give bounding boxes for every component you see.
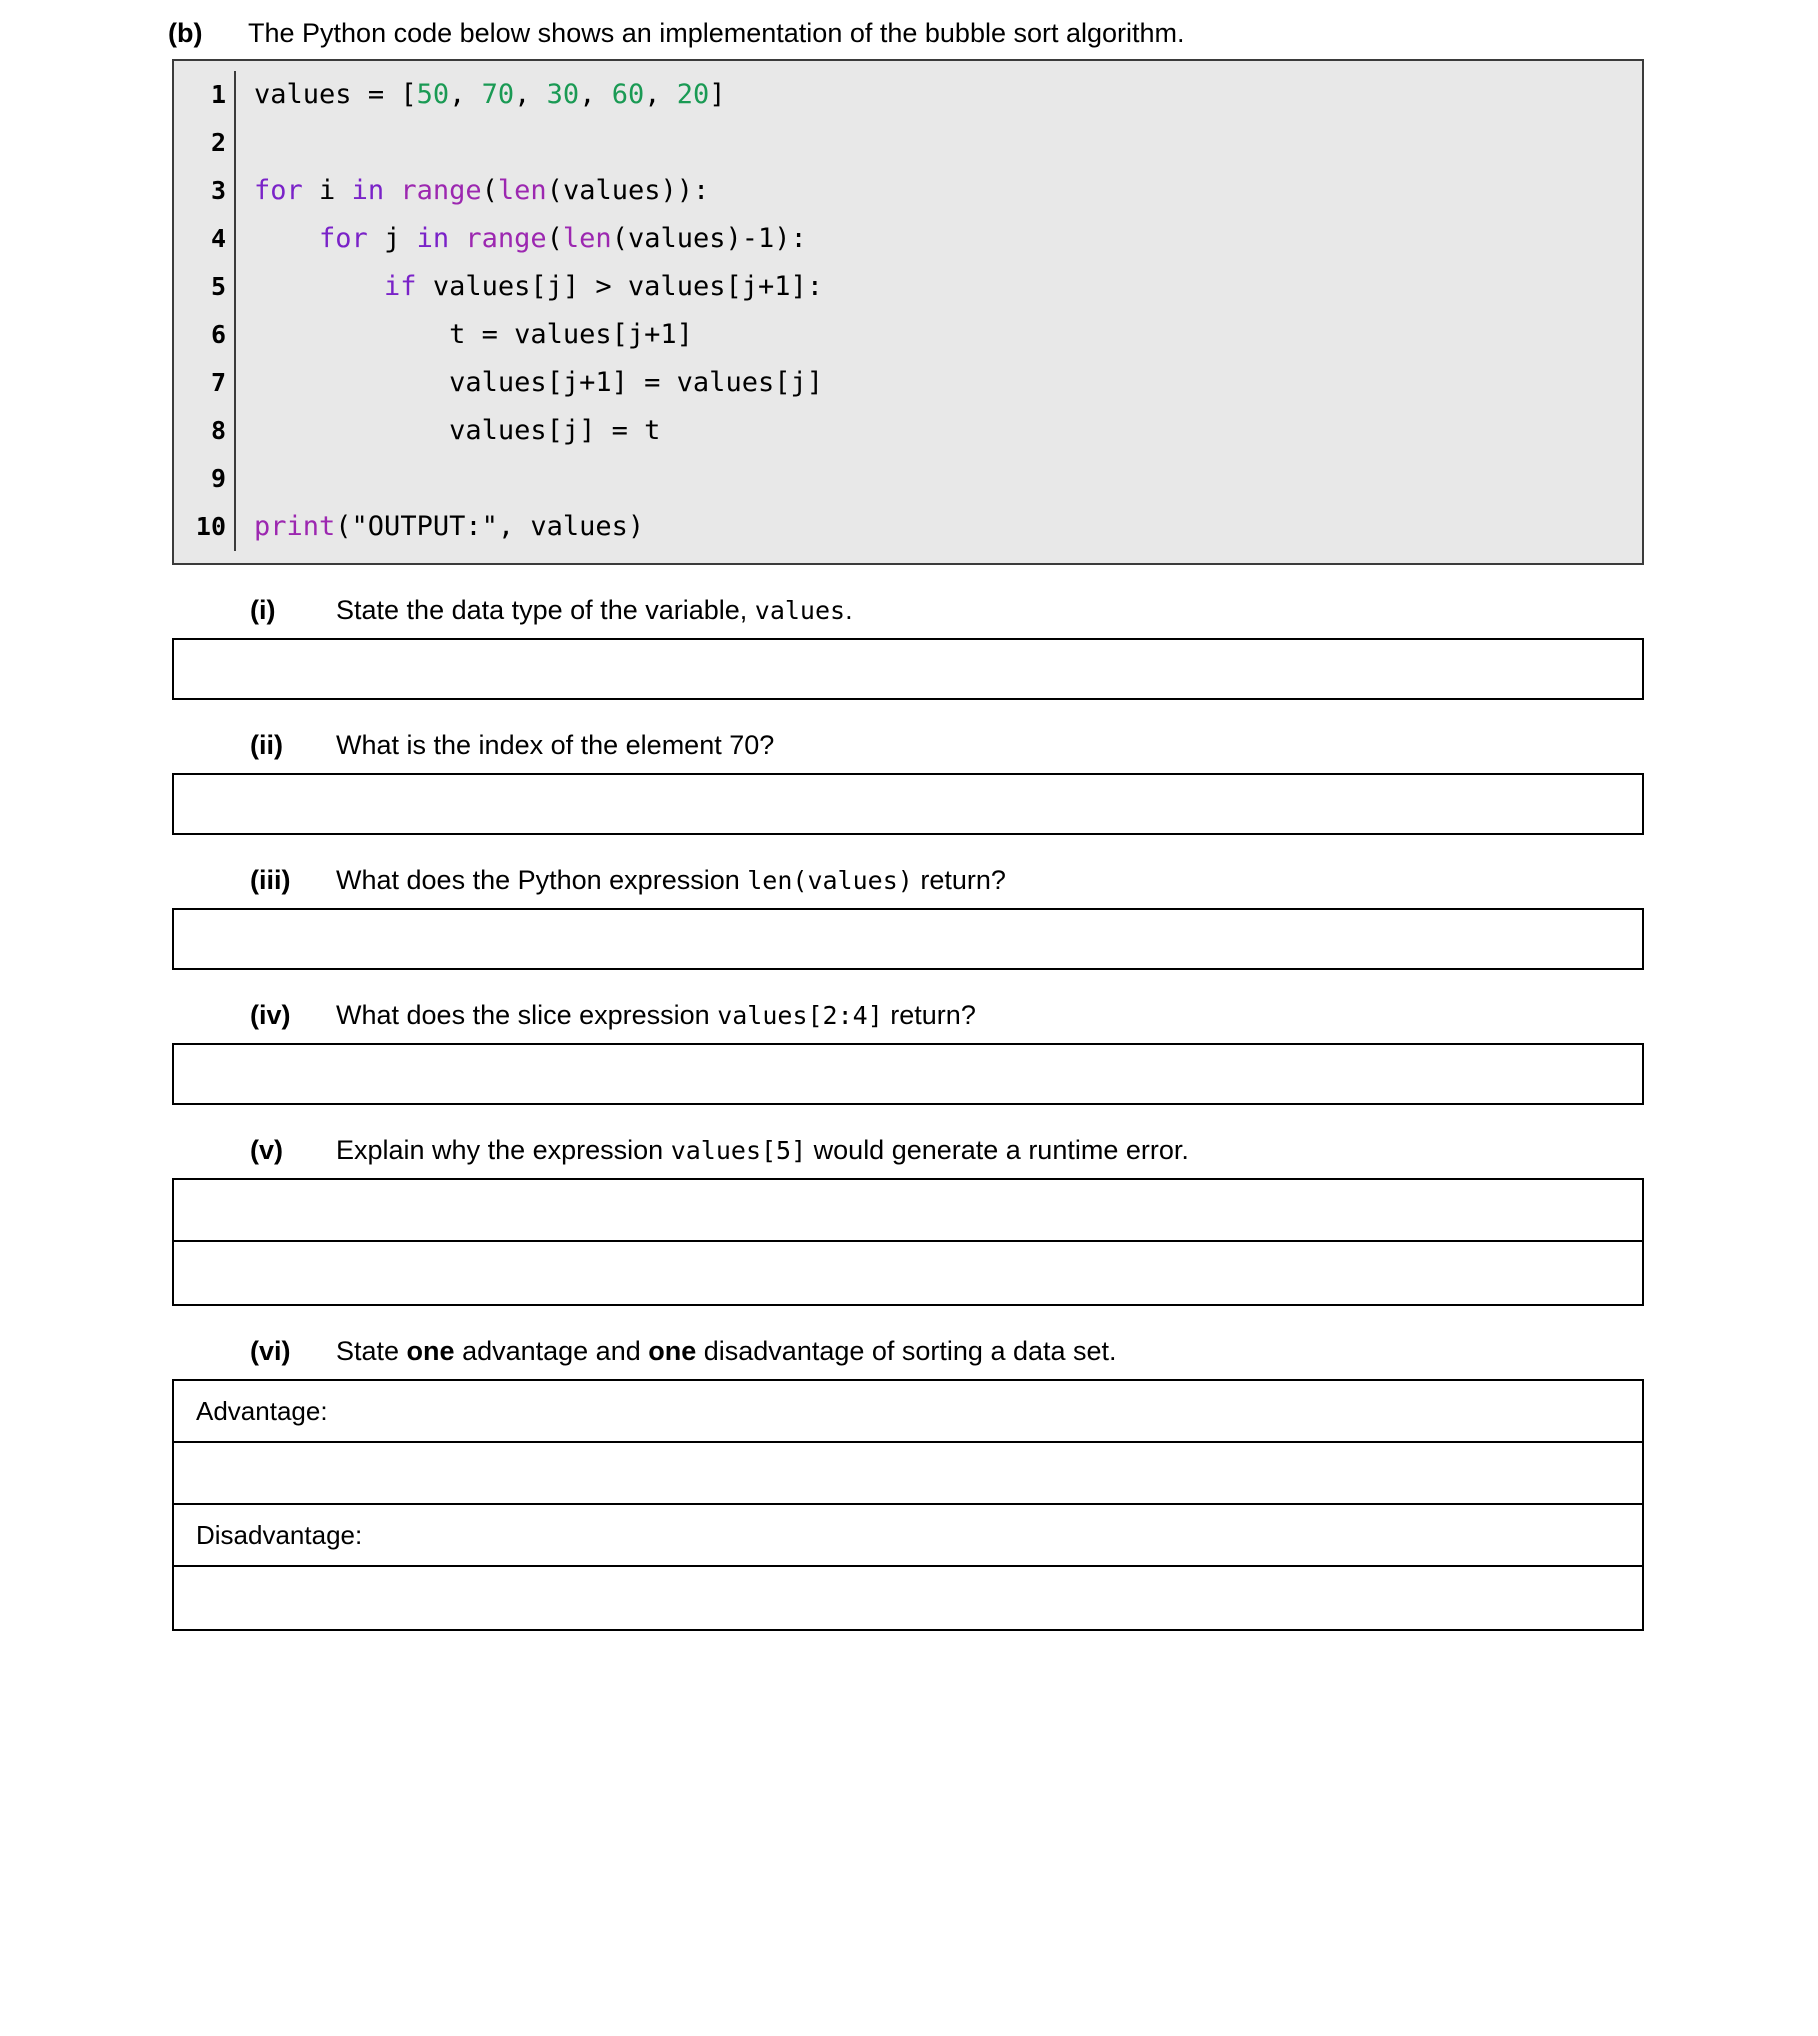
python-code-block: [172, 59, 1644, 565]
code-line-9: [254, 455, 1642, 503]
code-token-bracket-open: [: [400, 79, 417, 110]
code-line-numbers: [174, 71, 236, 551]
question-v-text: [336, 1135, 1189, 1166]
line-number: 4: [210, 224, 226, 253]
answer-box-i[interactable]: [172, 638, 1644, 700]
code-line-7: values[j+1] = values[j]: [449, 367, 823, 398]
code-token-keyword-for: for: [319, 223, 368, 254]
code-token-number: 70: [481, 79, 515, 110]
question-iv-text: [336, 1000, 976, 1031]
line-number: 7: [210, 368, 226, 397]
disadvantage-answer-line[interactable]: [174, 1567, 1642, 1629]
question-i-text: [336, 595, 853, 626]
code-token-string: "OUTPUT:": [351, 511, 498, 542]
answer-box-iii[interactable]: [172, 908, 1644, 970]
code-token-keyword-in: in: [416, 223, 450, 254]
code-token-variable: values: [530, 511, 628, 542]
line-number: 3: [210, 176, 226, 205]
question-v-label: (v): [250, 1135, 283, 1165]
question-iii: [0, 865, 1818, 896]
code-token-builtin-range: range: [465, 223, 547, 254]
code-token-variable: values: [627, 271, 726, 302]
question-v: [0, 1135, 1818, 1166]
code-line-1: values = [50, 70, 30, 60, 20]: [254, 79, 726, 110]
answer-box-ii[interactable]: [172, 773, 1644, 835]
disadvantage-label-cell[interactable]: [174, 1505, 1642, 1567]
line-number: 10: [195, 512, 226, 541]
code-token-builtin-range: range: [400, 175, 482, 206]
line-number: 8: [210, 416, 226, 445]
line-number: 2: [210, 128, 226, 157]
answer-line[interactable]: [174, 1180, 1642, 1242]
question-iv-mono: values[2:4]: [717, 1001, 883, 1030]
question-i-mono: values: [754, 596, 846, 625]
question-v-text-after: would generate a runtime error.: [806, 1135, 1189, 1165]
question-vi-text: [336, 1336, 1117, 1367]
question-vi-text-after: disadvantage of sorting a data set.: [696, 1336, 1117, 1366]
advantage-label: Advantage:: [196, 1395, 328, 1426]
code-token-variable: values: [254, 79, 352, 110]
question-i-text-before: State the data type of the variable,: [336, 595, 755, 625]
question-vi-text-before: State: [336, 1336, 407, 1366]
line-number: 1: [210, 80, 226, 109]
code-token-number: 50: [416, 79, 450, 110]
question-iii-label: (iii): [250, 865, 291, 895]
code-token-builtin-len: len: [562, 223, 612, 254]
question-ii-label: (ii): [250, 730, 283, 760]
line-number: 5: [210, 272, 226, 301]
code-line-6: t = values[j+1]: [254, 319, 693, 350]
code-token-builtin-print: print: [254, 511, 336, 542]
question-iii-text: [336, 865, 1006, 896]
question-iv-text-after: return?: [882, 1000, 976, 1030]
question-vi: [0, 1336, 1818, 1367]
question-i-text-after: .: [845, 595, 853, 625]
code-line-3: for i in range(len(values)):: [254, 175, 710, 206]
answer-box-iv[interactable]: [172, 1043, 1644, 1105]
question-iv-text-before: What does the slice expression: [336, 1000, 718, 1030]
disadvantage-label: Disadvantage:: [196, 1519, 363, 1550]
code-token-variable: values: [514, 319, 612, 350]
code-token-keyword-if: if: [384, 271, 417, 302]
part-b-label: (b): [168, 18, 203, 48]
question-iii-text-before: What does the Python expression: [336, 865, 748, 895]
code-token-number: 20: [676, 79, 710, 110]
question-iv-label: (iv): [250, 1000, 291, 1030]
advantage-label-cell[interactable]: [174, 1381, 1642, 1443]
part-b-text: The Python code below shows an implementation of the bubble sort algorithm.: [248, 18, 1185, 48]
answer-line[interactable]: [174, 1242, 1642, 1304]
question-v-mono: values[5]: [670, 1136, 807, 1165]
code-line-4: for j in range(len(values)-1):: [319, 223, 807, 254]
question-ii-text: What is the index of the element 70?: [336, 730, 775, 760]
question-vi-bold-one-a: one: [406, 1336, 455, 1366]
question-vi-bold-one-b: one: [648, 1336, 697, 1366]
code-token-bracket-close: ]: [709, 79, 726, 110]
code-token-variable: values: [449, 367, 547, 398]
advantage-answer-line[interactable]: [174, 1443, 1642, 1505]
question-vi-text-mid: advantage and: [454, 1336, 649, 1366]
code-token-keyword-in: in: [351, 175, 385, 206]
line-number: 9: [210, 464, 226, 493]
part-b-heading: [0, 18, 1818, 49]
question-vi-label: (vi): [250, 1336, 291, 1366]
code-token-variable: values: [627, 223, 726, 254]
code-token-assign: =: [367, 79, 385, 110]
code-token-number: 60: [611, 79, 645, 110]
question-v-text-before: Explain why the expression: [336, 1135, 671, 1165]
code-line-8: values[j] = t: [449, 415, 661, 446]
code-token-variable: values: [449, 415, 547, 446]
code-token-builtin-len: len: [497, 175, 547, 206]
question-i: [0, 595, 1818, 626]
question-ii: [0, 730, 1818, 761]
code-line-5: if values[j] > values[j+1]:: [384, 271, 824, 302]
code-token-variable: values: [432, 271, 531, 302]
code-source-lines: [236, 71, 1642, 551]
code-token-number: 30: [546, 79, 580, 110]
answer-box-vi[interactable]: [172, 1379, 1644, 1631]
code-line-2: [254, 119, 1642, 167]
line-number: 6: [210, 320, 226, 349]
code-line-10: print("OUTPUT:", values): [254, 511, 645, 542]
answer-box-v[interactable]: [172, 1178, 1644, 1306]
code-token-variable: values: [676, 367, 775, 398]
question-iv: [0, 1000, 1818, 1031]
code-token-variable: values: [562, 175, 661, 206]
question-iii-mono: len(values): [747, 866, 913, 895]
question-i-label: (i): [250, 595, 276, 625]
code-token-keyword-for: for: [254, 175, 303, 206]
question-iii-text-after: return?: [912, 865, 1006, 895]
